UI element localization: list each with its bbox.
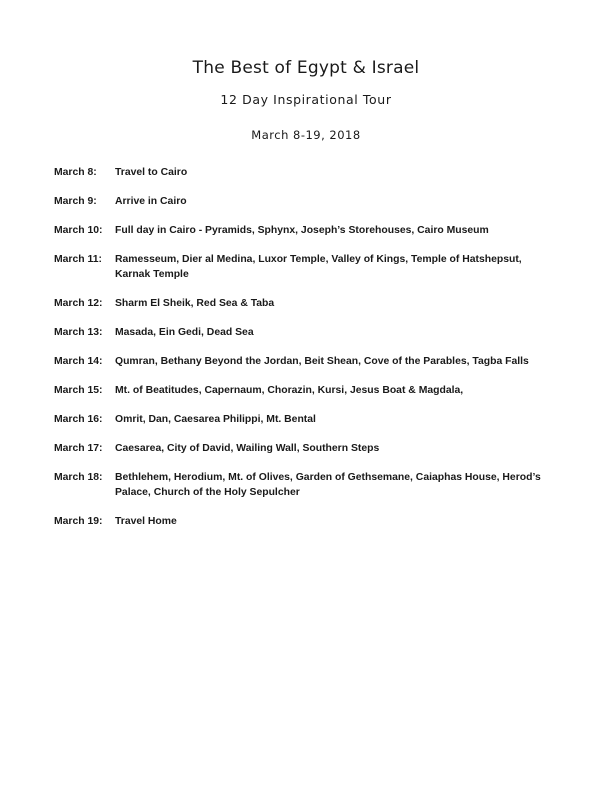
itinerary-description: Full day in Cairo - Pyramids, Sphynx, Joseph’s Storehouses, Cairo Museum [115, 225, 489, 236]
itinerary-date: March 18: [54, 472, 103, 483]
itinerary-description: Sharm El Sheik, Red Sea & Taba [115, 298, 275, 309]
itinerary-date: March 15: [54, 385, 103, 396]
itinerary-description: Bethlehem, Herodium, Mt. of Olives, Garden of Gethsemane, Caiaphas House, Herod’s Palace, Church of the Holy Sepulcher [115, 472, 541, 498]
itinerary-date: March 8: [54, 167, 97, 178]
itinerary-date: March 19: [54, 516, 103, 527]
itinerary-item [54, 252, 554, 282]
itinerary-item [54, 470, 554, 500]
itinerary-date: March 14: [54, 356, 103, 367]
itinerary-date: March 9: [54, 196, 97, 207]
itinerary-date: March 12: [54, 298, 103, 309]
itinerary-item [54, 441, 554, 456]
itinerary-item [54, 325, 554, 340]
itinerary-item [54, 383, 554, 398]
itinerary-date: March 11: [54, 254, 102, 265]
itinerary-list [54, 165, 554, 543]
itinerary-item [54, 194, 554, 209]
itinerary-description: Ramesseum, Dier al Medina, Luxor Temple, Valley of Kings, Temple of Hatshepsut, Karnak Temple [115, 254, 522, 280]
itinerary-description: Travel to Cairo [115, 167, 188, 178]
itinerary-description: Masada, Ein Gedi, Dead Sea [115, 327, 254, 338]
itinerary-date: March 13: [54, 327, 103, 338]
document-title: The Best of Egypt & Israel [192, 58, 420, 78]
itinerary-item [54, 354, 554, 369]
itinerary-item [54, 412, 554, 427]
itinerary-date: March 16: [54, 414, 103, 425]
itinerary-description: Travel Home [115, 516, 177, 527]
document-subtitle: 12 Day Inspirational Tour [220, 92, 392, 107]
itinerary-description: Mt. of Beatitudes, Capernaum, Chorazin, Kursi, Jesus Boat & Magdala, [115, 385, 464, 396]
itinerary-description: Omrit, Dan, Caesarea Philippi, Mt. Bental [115, 414, 316, 425]
itinerary-description: Qumran, Bethany Beyond the Jordan, Beit Shean, Cove of the Parables, Tagba Falls [115, 356, 529, 367]
itinerary-item [54, 514, 554, 529]
tour-dates: March 8-19, 2018 [251, 128, 361, 142]
itinerary-description: Caesarea, City of David, Wailing Wall, Southern Steps [115, 443, 380, 454]
itinerary-description: Arrive in Cairo [115, 196, 187, 207]
itinerary-item [54, 165, 554, 180]
itinerary-date: March 10: [54, 225, 103, 236]
itinerary-item [54, 223, 554, 238]
itinerary-item [54, 296, 554, 311]
itinerary-date: March 17: [54, 443, 103, 454]
